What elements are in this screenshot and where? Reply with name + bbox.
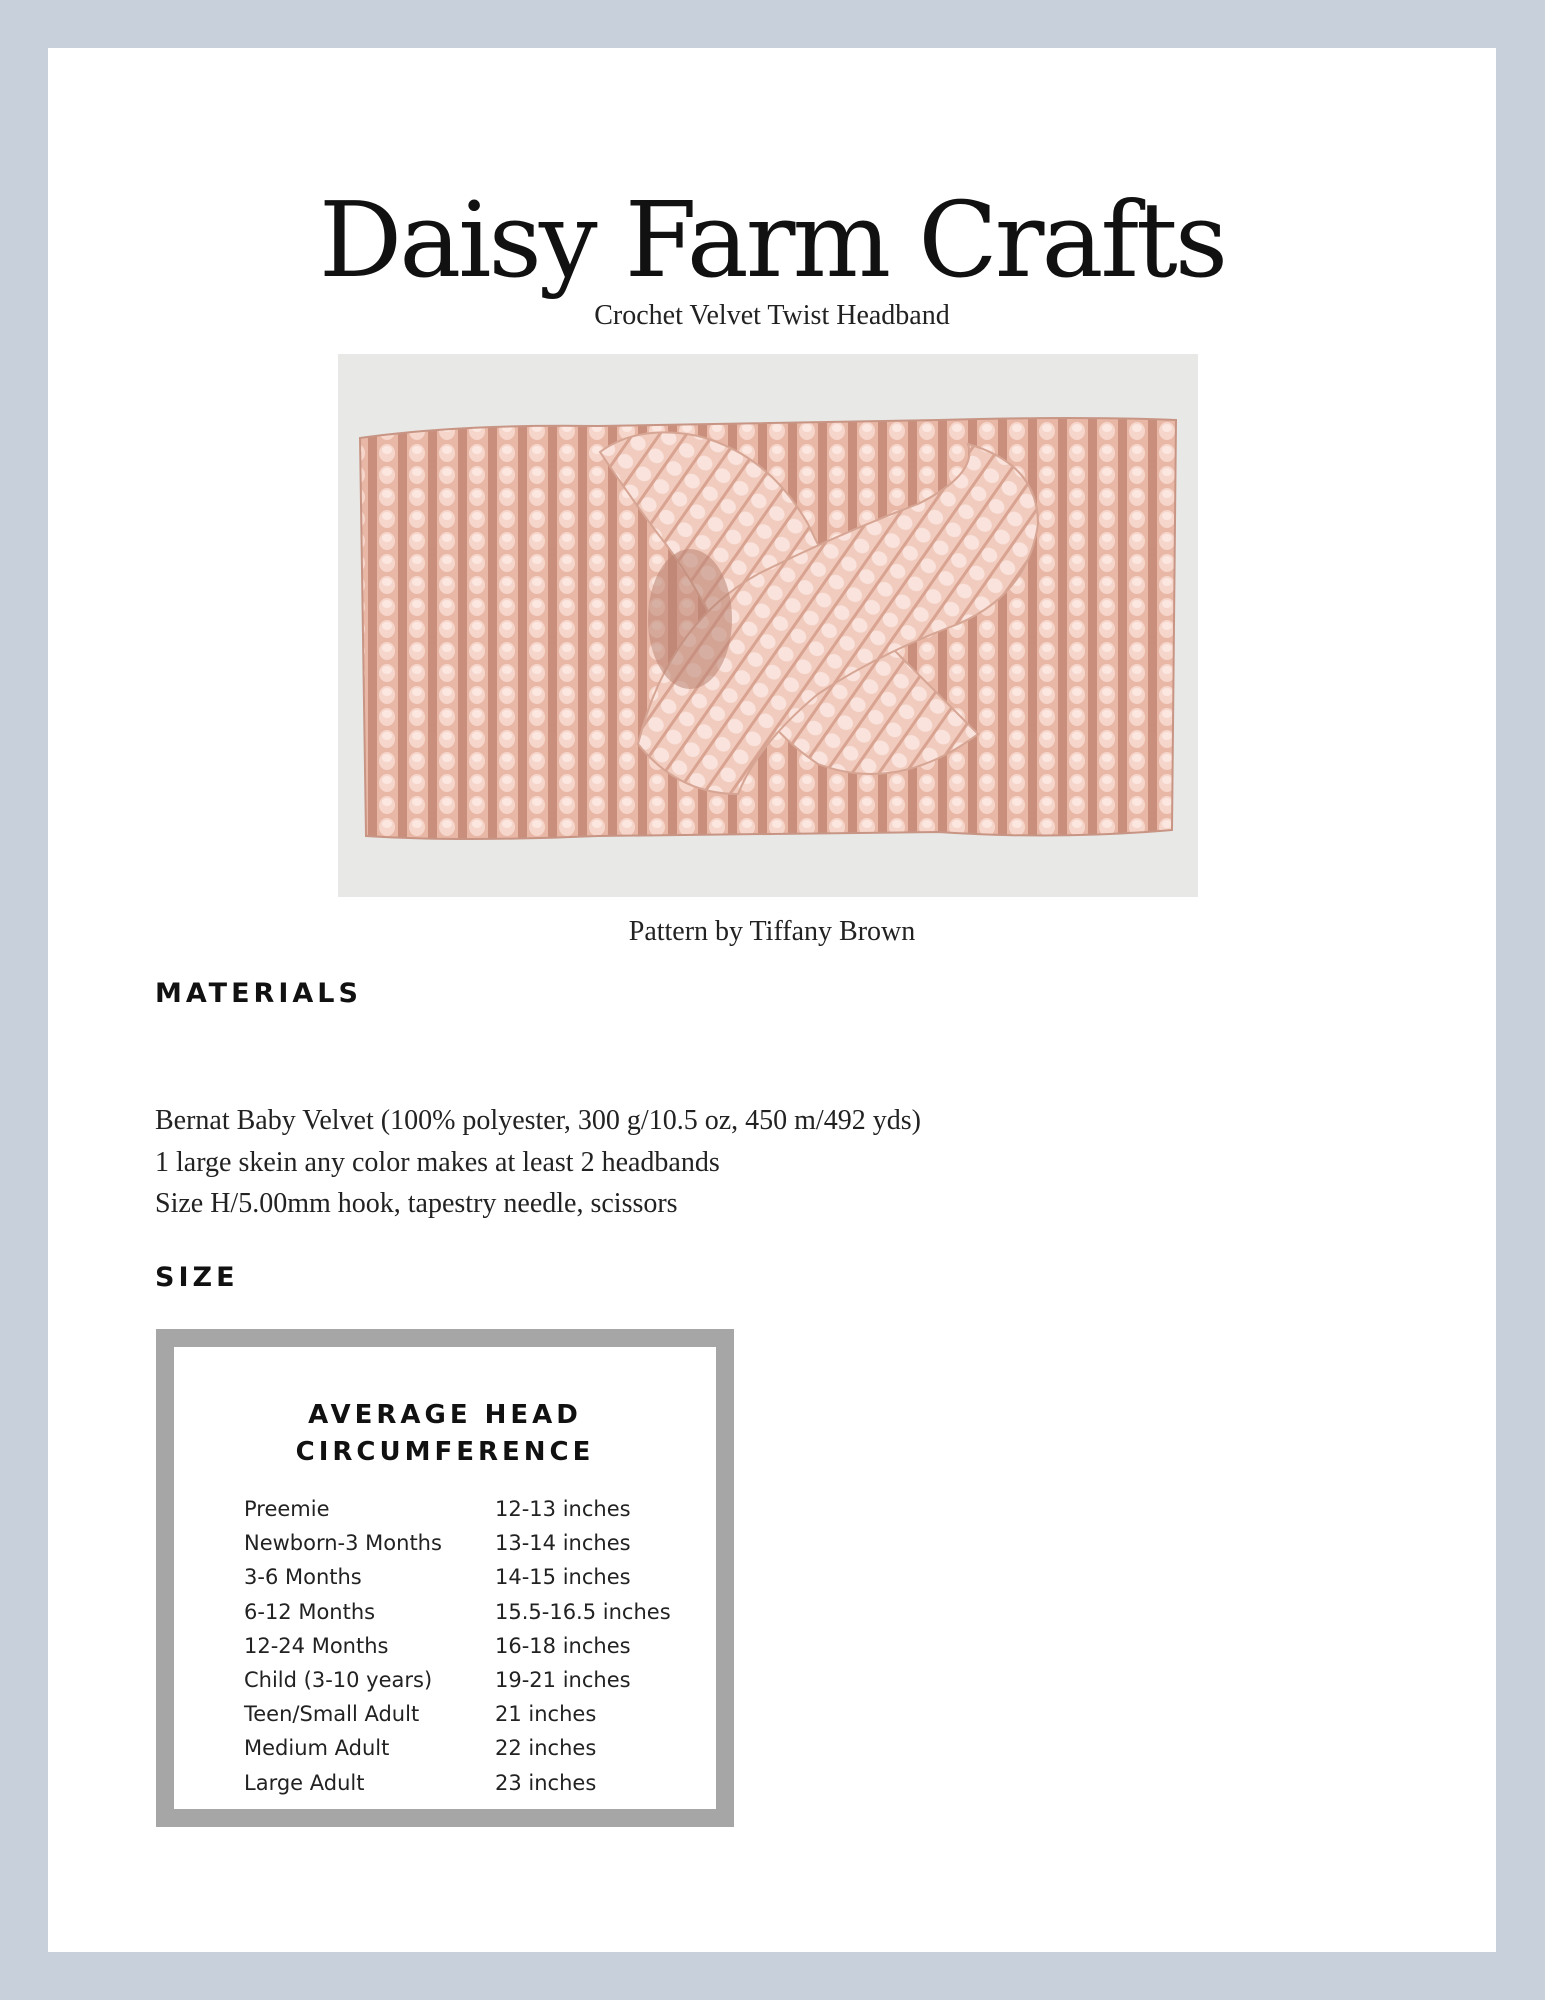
size-label: 3-6 Months <box>244 1565 362 1590</box>
size-value: 19-21 inches <box>495 1667 631 1692</box>
materials-line: Bernat Baby Velvet (100% polyester, 300 g/10.5 oz, 450 m/492 yds) <box>155 1105 921 1136</box>
size-value: 21 inches <box>495 1702 597 1727</box>
size-label: Teen/Small Adult <box>244 1702 420 1727</box>
size-label: Newborn-3 Months <box>244 1531 442 1556</box>
size-row <box>244 1766 671 1800</box>
size-row <box>244 1492 671 1526</box>
headband-photo <box>338 354 1198 897</box>
size-value: 14-15 inches <box>495 1565 631 1590</box>
size-table-title <box>174 1397 716 1471</box>
head-circumference-table <box>156 1329 734 1827</box>
materials-line: 1 large skein any color makes at least 2 headbands <box>155 1146 720 1178</box>
headband-illustration <box>338 354 1198 897</box>
size-table-rows <box>244 1492 671 1800</box>
size-value: 15.5-16.5 inches <box>495 1599 671 1624</box>
size-label: Large Adult <box>244 1770 365 1795</box>
size-table-title-line: CIRCUMFERENCE <box>295 1437 595 1467</box>
materials-line: Size H/5.00mm hook, tapestry needle, scissors <box>155 1188 678 1219</box>
pattern-subtitle: Crochet Velvet Twist Headband <box>594 300 950 331</box>
brand-title: Daisy Farm Crafts <box>318 179 1226 301</box>
size-heading: SIZE <box>155 1262 239 1293</box>
size-value: 22 inches <box>495 1736 597 1761</box>
size-row <box>244 1560 671 1594</box>
size-label: 12-24 Months <box>244 1633 389 1658</box>
size-row <box>244 1663 671 1697</box>
materials-heading: MATERIALS <box>155 978 362 1009</box>
size-label: Preemie <box>244 1497 330 1521</box>
size-row <box>244 1595 671 1629</box>
size-row <box>244 1697 671 1731</box>
size-label: 6-12 Months <box>244 1599 376 1624</box>
materials-list <box>155 1100 921 1225</box>
size-label: Medium Adult <box>244 1736 390 1761</box>
size-row <box>244 1731 671 1765</box>
size-label: Child (3-10 years) <box>244 1667 433 1692</box>
pattern-byline: Pattern by Tiffany Brown <box>628 916 916 947</box>
pattern-page <box>48 48 1496 1952</box>
size-value: 13-14 inches <box>495 1531 631 1556</box>
size-value: 16-18 inches <box>495 1633 631 1658</box>
size-table-title-line: AVERAGE HEAD <box>308 1400 582 1430</box>
size-row <box>244 1526 671 1560</box>
size-value: 12-13 inches <box>495 1497 631 1521</box>
size-row <box>244 1629 671 1663</box>
size-value: 23 inches <box>495 1770 597 1795</box>
